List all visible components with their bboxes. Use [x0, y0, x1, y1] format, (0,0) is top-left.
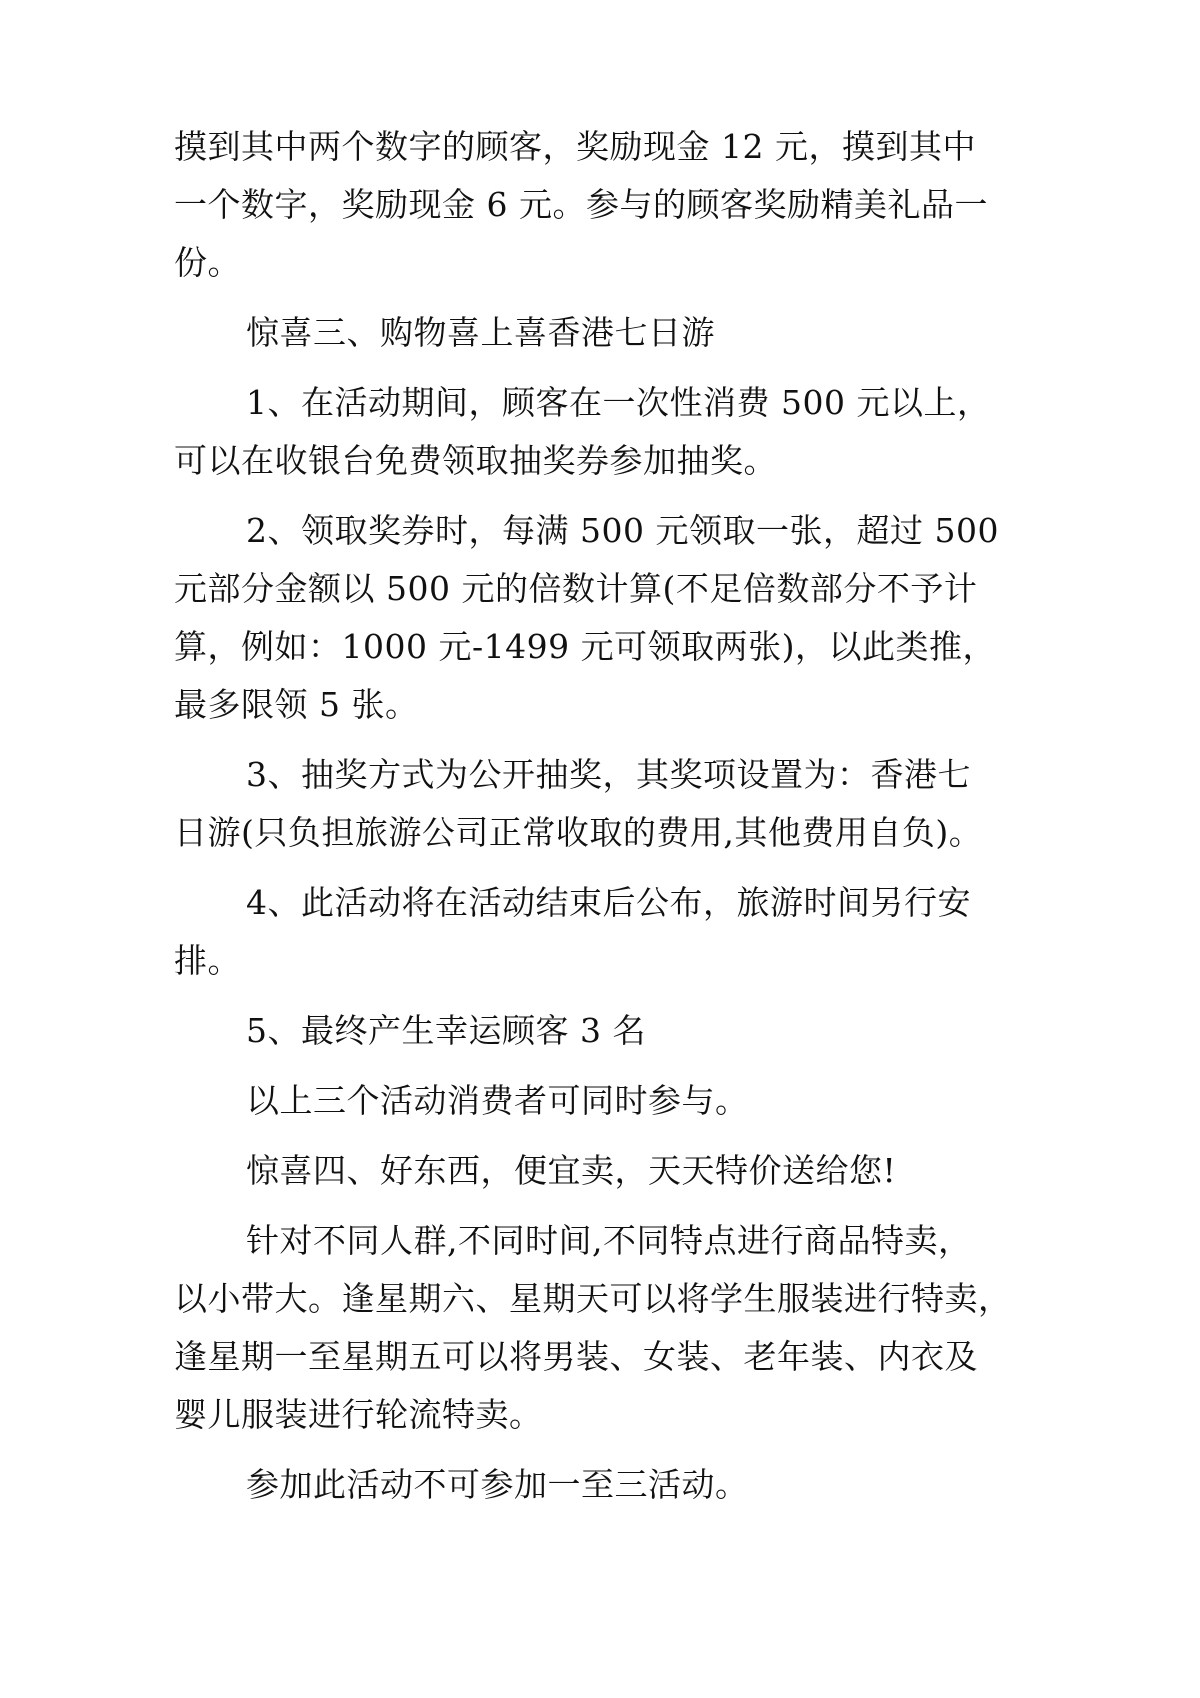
text-line: 婴儿服装进行轮流特卖。	[174, 1395, 543, 1434]
paragraph	[174, 374, 1034, 490]
paragraph	[174, 746, 1034, 862]
paragraph	[174, 1212, 1034, 1444]
text-line: 以小带大。逢星期六、星期天可以将学生服装进行特卖，	[174, 1279, 1012, 1318]
text-line: 一个数字，奖励现金 6 元。参与的顾客奖励精美礼品一	[174, 185, 988, 224]
text-line: 参加此活动不可参加一至三活动。	[246, 1465, 749, 1504]
text-line: 2、领取奖券时，每满 500 元领取一张，超过 500	[246, 511, 999, 550]
paragraph	[174, 1072, 1034, 1130]
paragraph	[174, 1002, 1034, 1060]
text-line: 排。	[174, 941, 241, 980]
text-line: 3、抽奖方式为公开抽奖，其奖项设置为：香港七	[246, 755, 971, 794]
heading-text: 惊喜三、购物喜上喜香港七日游	[246, 313, 715, 352]
section-heading	[174, 1142, 1034, 1200]
text-line: 日游(只负担旅游公司正常收取的费用,其他费用自负)。	[174, 813, 983, 852]
text-line: 4、此活动将在活动结束后公布，旅游时间另行安	[246, 883, 971, 922]
paragraph	[174, 874, 1034, 990]
heading-text: 惊喜四、好东西，便宜卖，天天特价送给您!	[246, 1151, 897, 1190]
text-line: 最多限领 5 张。	[174, 685, 419, 724]
paragraph	[174, 502, 1034, 734]
paragraph	[174, 1456, 1034, 1514]
text-line: 针对不同人群,不同时间,不同特点进行商品特卖，	[246, 1221, 972, 1260]
section-heading	[174, 304, 1034, 362]
text-line: 算，例如：1000 元-1499 元可领取两张)，以此类推，	[174, 627, 996, 666]
text-line: 1、在活动期间，顾客在一次性消费 500 元以上，	[246, 383, 991, 422]
text-line: 可以在收银台免费领取抽奖券参加抽奖。	[174, 441, 777, 480]
document-body	[174, 118, 1034, 1514]
paragraph	[174, 118, 1034, 292]
text-line: 摸到其中两个数字的顾客，奖励现金 12 元，摸到其中	[174, 127, 976, 166]
text-line: 5、最终产生幸运顾客 3 名	[246, 1011, 646, 1050]
text-line: 逢星期一至星期五可以将男装、女装、老年装、内衣及	[174, 1337, 978, 1376]
text-line: 份。	[174, 243, 241, 282]
text-line: 以上三个活动消费者可同时参与。	[246, 1081, 749, 1120]
text-line: 元部分金额以 500 元的倍数计算(不足倍数部分不予计	[174, 569, 978, 608]
